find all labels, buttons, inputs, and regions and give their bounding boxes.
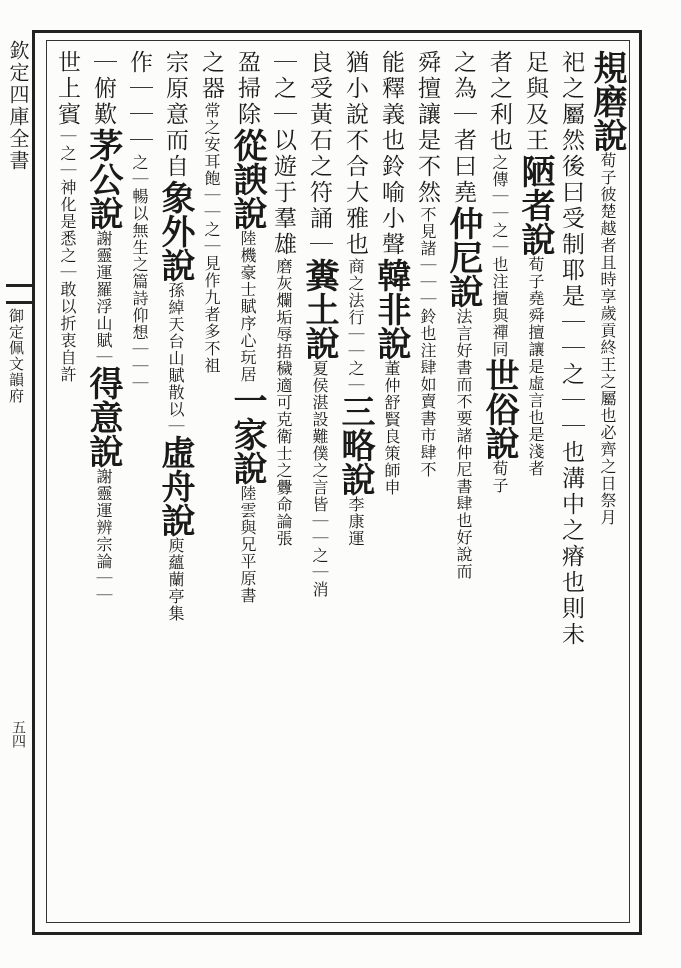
text-column [154,50,196,918]
text-segment: 之傳｜｜之｜也注擅與禪同 [490,154,509,358]
text-segment: 世上賓 [54,50,80,128]
text-segment: 謝靈運羅浮山賦｜ [94,230,113,366]
text-column [478,50,520,918]
text-column [118,50,160,918]
text-segment: 磨灰爛垢辱捂穢適可克衛士之釁 [274,258,293,496]
entry-heading: 糞土說 [299,258,339,360]
margin-top-label: 欽定四庫全書 [6,40,30,172]
text-segment: 之｜敢以折衷自許 [58,247,77,383]
text-segment: 盈掃除 [234,50,260,128]
text-segment: 詩仰想｜｜｜ [130,290,149,392]
text-segment: 足與及王 [522,50,548,154]
text-segment: 商之法行｜｜之｜ [346,258,365,394]
text-column [586,50,628,918]
text-segment: 夏侯湛設難僕之言皆｜｜之｜消 [310,360,329,598]
entry-heading: 一家說 [227,383,267,485]
text-segment: 見作九者多不祖 [202,255,221,374]
text-segment: 不見諸｜｜｜鈴也注肆如賣書市肆不 [418,206,437,478]
fish-tail-ornament [6,284,32,304]
text-segment: ｜之｜神化是悉 [58,128,77,247]
entry-heading: 世俗說 [479,358,519,460]
text-column [406,50,448,918]
text-segment: 命論張 [274,496,293,547]
entry-heading: 得意說 [83,366,123,468]
text-segment: ｜之｜以遊于羣雄 [270,50,296,258]
text-segment: 陸雲與兄平原書 [238,485,257,604]
text-segment: 法言好書而不要諸仲尼書肆也好說而 [454,308,473,580]
text-column [334,50,376,918]
entry-heading: 象外說 [155,180,195,282]
text-segment: 荀子彼楚越者且時享歲貢終王之屬也必齊之日祭月 [598,152,617,526]
entry-heading: 三略說 [335,394,375,496]
text-segment: 謝靈運辨宗論｜｜ [94,468,113,604]
text-segment: 良受黃石之符誦｜ [306,50,332,258]
text-segment: 宗原意而自 [162,50,188,180]
text-segment: 陸機豪士賦序心玩居 [238,230,257,383]
text-column [514,50,556,918]
text-column [190,50,232,918]
text-segment: 祀之屬然後曰受制耶是｜｜之｜｜也溝中之瘠也則未 [558,50,584,648]
entry-heading: 規磨說 [587,50,627,152]
text-segment: ｜俯歎 [90,50,116,128]
text-segment: 庾蘊蘭亭集 [166,537,185,622]
text-segment: 荀子堯舜擅讓是虛言也是淺者 [526,256,545,477]
text-segment: 李康運 [346,496,365,547]
text-column [46,50,88,918]
text-column [442,50,484,918]
entry-heading: 茅公說 [83,128,123,230]
text-segment: 荀子 [490,460,509,494]
text-segment: 之｜暢以無生之篇 [130,154,149,290]
text-column [298,50,340,918]
text-column [226,50,268,918]
text-segment: 作｜｜｜ [126,50,152,154]
text-segment: 董仲舒賢良策師申 [382,360,401,496]
text-segment: 者之利也 [486,50,512,154]
entry-heading: 仲尼說 [443,206,483,308]
text-column [370,50,412,918]
text-segment: 舜擅讓是不然 [414,50,440,206]
text-column [82,50,124,918]
text-column [262,50,304,918]
margin-section-title: 御定佩文韻府 [7,308,25,404]
text-segment: 常之安耳飽｜｜之｜ [202,102,221,255]
text-segment: 之為｜者曰堯 [450,50,476,206]
entry-heading: 陋者說 [515,154,555,256]
entry-heading: 虛舟說 [155,435,195,537]
text-segment: 孫綽天台山賦散以｜ [166,282,185,435]
text-segment: 能釋義也鈴喻小聲 [378,50,404,258]
entry-heading: 韓非說 [371,258,411,360]
text-segment: 之器 [198,50,224,102]
text-column [550,50,592,918]
text-segment: 猶小說不合大雅也 [342,50,368,258]
entry-heading: 從諛說 [227,128,267,230]
page-number: 五四 [10,720,26,748]
